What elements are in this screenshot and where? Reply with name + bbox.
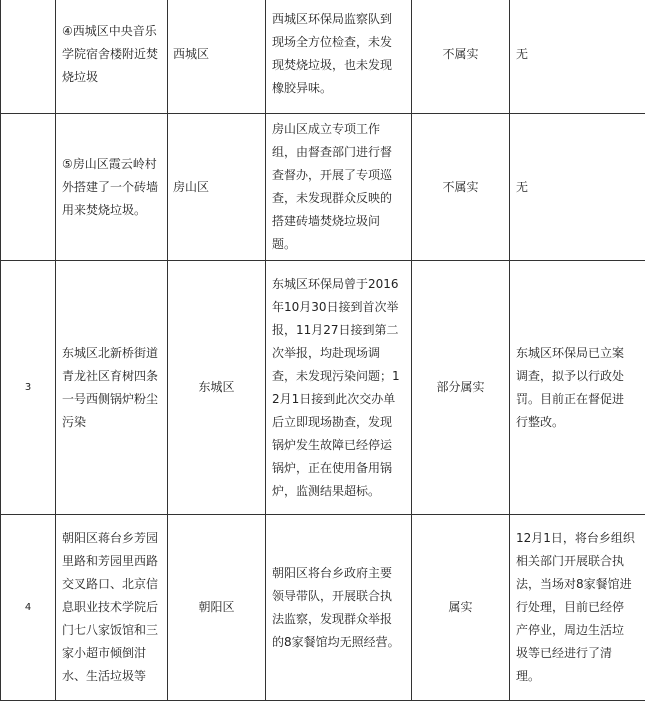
row-number: 4 xyxy=(1,515,56,701)
result-cell: 无 xyxy=(510,114,645,261)
row-number: 3 xyxy=(1,261,56,515)
district-cell: 房山区 xyxy=(168,114,266,261)
issue-cell: 朝阳区蒋台乡芳园里路和芳园里西路交叉路口、北京信息职业技术学院后门七八家饭馆和三家小超市倾倒泔水、生活垃圾等 xyxy=(56,515,168,701)
result-cell: 无 xyxy=(510,0,645,114)
investigation-cell: 西城区环保局监察队到现场全方位检查，未发现焚烧垃圾，也未发现橡胶异味。 xyxy=(266,0,412,114)
table-row xyxy=(1,261,645,515)
investigation-cell: 房山区成立专项工作组，由督查部门进行督查督办，开展了专项巡查，未发现群众反映的搭建砖墙焚烧垃圾问题。 xyxy=(266,114,412,261)
issue-cell: ⑤房山区霞云岭村外搭建了一个砖墙用来焚烧垃圾。 xyxy=(56,114,168,261)
district-cell: 东城区 xyxy=(168,261,266,515)
investigation-cell: 朝阳区将台乡政府主要领导带队，开展联合执法监察，发现群众举报的8家餐馆均无照经营。 xyxy=(266,515,412,701)
row-number xyxy=(1,114,56,261)
verdict-cell: 不属实 xyxy=(412,114,510,261)
table-row xyxy=(1,515,645,701)
issue-cell: ④西城区中央音乐学院宿舍楼附近焚烧垃圾 xyxy=(56,0,168,114)
issue-cell: 东城区北新桥街道青龙社区育树四条一号西侧锅炉粉尘污染 xyxy=(56,261,168,515)
verdict-cell: 不属实 xyxy=(412,0,510,114)
district-cell: 朝阳区 xyxy=(168,515,266,701)
table-row xyxy=(1,114,645,261)
table-row xyxy=(1,0,645,114)
verdict-cell: 属实 xyxy=(412,515,510,701)
result-cell: 12月1日，将台乡组织相关部门开展联合执法，当场对8家餐馆进行处理，目前已经停产停业，周边生活垃圾等已经进行了清理。 xyxy=(510,515,645,701)
investigation-cell: 东城区环保局曾于2016年10月30日接到首次举报，11月27日接到第二次举报，均赴现场调查，未发现污染问题；12月1日接到此次交办单后立即现场勘查，发现锅炉发生故障已经停运锅炉，正在使用备用锅炉，监测结果超标。 xyxy=(266,261,412,515)
district-cell: 西城区 xyxy=(168,0,266,114)
row-number xyxy=(1,0,56,114)
verdict-cell: 部分属实 xyxy=(412,261,510,515)
result-cell: 东城区环保局已立案调查，拟予以行政处罚。目前正在督促进行整改。 xyxy=(510,261,645,515)
